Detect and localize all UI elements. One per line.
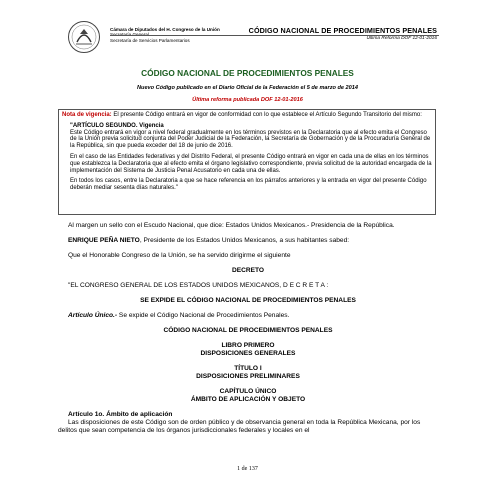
running-header-title: CÓDIGO NACIONAL DE PROCEDIMIENTOS PENALES (248, 26, 437, 35)
decreto-heading: DECRETO (231, 267, 265, 274)
titulo-heading: TÍTULO I (234, 365, 262, 372)
articulo-unico (58, 312, 438, 320)
last-reform-line: Última reforma publicada DOF 12-01-2016 (192, 97, 303, 103)
note-paragraph-1: Este Código entrará en vigor a nivel federal gradualmente en los términos previstos en la Declaratoria que al efecto emita el Congreso de la Unión previa solicitud conjunta del Poder Judicial de la Federación, la Secretaría de Gobernación y de la Procuraduría General de la República, sin que pueda exceder del 18 de junio de 2016. (70, 129, 431, 150)
document-body (58, 222, 438, 435)
congress-paragraph: Que el Honorable Congreso de la Unión, se ha servido dirigirme el siguiente (68, 252, 291, 259)
congress-decree: "EL CONGRESO GENERAL DE LOS ESTADOS UNIDOS MEXICANOS, D E C R E T A : (68, 282, 329, 289)
capitulo-heading: CAPÍTULO ÚNICO (219, 388, 277, 395)
header-divider (110, 35, 439, 36)
expide-heading: SE EXPIDE EL CÓDIGO NACIONAL DE PROCEDIMIENTOS PENALES (140, 297, 356, 304)
note-article-heading: "ARTÍCULO SEGUNDO. Vigencia (70, 122, 164, 129)
article-1-text: Las disposiciones de este Código son de orden público y de observancia general en toda la República Mexicana, por los delitos que sean competencia de los órganos jurisdiccionales federales y locales en el (58, 419, 421, 434)
running-header (249, 26, 437, 41)
note-paragraph-3: En todos los casos, entre la Declaratoria a que se hace referencia en los párrafos anteriores y la entrada en vigor del presente Código deberán mediar sesenta días naturales." (70, 178, 427, 192)
articulo-unico-label: Artículo Único.- (68, 312, 118, 319)
institution-name: Cámara de Diputados del H. Congreso de la Unión (110, 27, 220, 32)
capitulo-subheading: ÁMBITO DE APLICACIÓN Y OBJETO (190, 396, 306, 403)
note-quote (62, 123, 432, 192)
publication-line: Nuevo Código publicado en el Diario Oficial de la Federación el 5 de marzo de 2014 (136, 85, 358, 91)
code-title: CÓDIGO NACIONAL DE PROCEDIMIENTOS PENALES (163, 327, 333, 334)
institution-secretaria: Secretaría General (110, 32, 149, 38)
libro-heading: LIBRO PRIMERO (221, 342, 275, 349)
titulo-subheading: DISPOSICIONES PRELIMINARES (196, 373, 300, 380)
institution-servicios: Secretaría de Servicios Parlamentarios (110, 37, 190, 43)
article-1-heading: Artículo 1o. Ámbito de aplicación (68, 411, 173, 418)
note-intro-text: El presente Código entrará en vigor de conformidad con lo que establece el Artículo Segundo Transitorio del mismo: (111, 112, 422, 118)
page-number: 1 de 137 (237, 466, 258, 472)
validity-note-box (58, 109, 436, 215)
articulo-unico-text: Se expide el Código Nacional de Procedimientos Penales. (117, 312, 290, 319)
libro-subheading: DISPOSICIONES GENERALES (200, 350, 296, 357)
seal-paragraph: Al margen un sello con el Escudo Nacional, que dice: Estados Unidos Mexicanos.- Presidencia de la República. (68, 222, 395, 229)
president-text: , Presidente de los Estados Unidos Mexicanos, a sus habitantes sabed: (139, 237, 350, 244)
document-title: CÓDIGO NACIONAL DE PROCEDIMIENTOS PENALES (141, 68, 354, 78)
note-label: Nota de vigencia: (62, 112, 112, 118)
national-seal-logo (62, 20, 106, 54)
running-header-reform: Última Reforma DOF 12-01-2016 (366, 36, 437, 41)
note-paragraph-2: En el caso de las Entidades federativas y del Distrito Federal, el presente Código entrará en vigor en cada una de ellas en los términos que establezca la Declaratoria que al efecto emita el órgano legislativo correspondiente, previa solicitud de la autoridad encargada de la implementación del Sistema de Justicia Penal Acusatorio en cada una de ellas. (70, 153, 432, 174)
president-paragraph (58, 237, 438, 245)
note-intro (62, 112, 432, 119)
president-name: ENRIQUE PEÑA NIETO (68, 237, 140, 244)
